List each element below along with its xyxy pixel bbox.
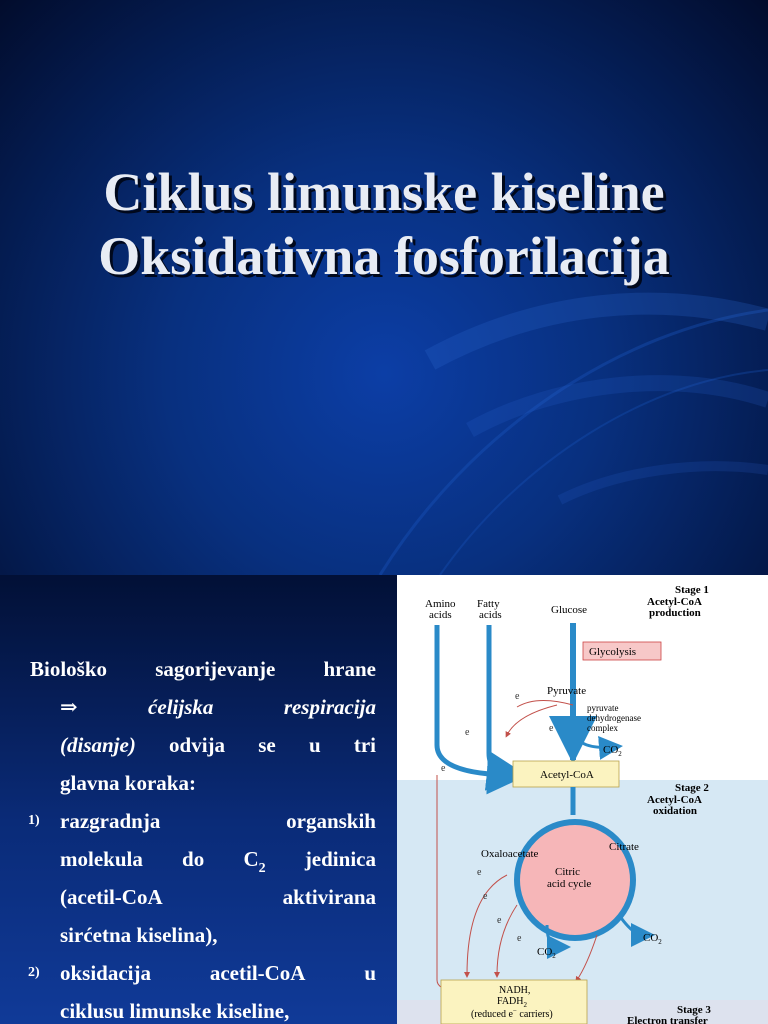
co2-label-left: $CO_2$	[537, 946, 556, 960]
electron-path	[517, 700, 573, 707]
word: oksidacija	[60, 961, 152, 985]
text-line	[30, 992, 376, 1024]
stage1-label: Stage 1	[675, 584, 709, 596]
word: jedinica	[304, 847, 376, 871]
carriers-label: $FADH_2$	[497, 996, 527, 1009]
electron-label: e	[477, 867, 482, 878]
word: aktivirana	[282, 885, 376, 909]
word: respiracija	[283, 695, 376, 719]
word: se	[258, 733, 276, 757]
c2-formula: $C_2$	[243, 847, 266, 876]
electron-label: e	[441, 763, 446, 774]
list-number: 2)	[28, 965, 40, 980]
electron-label: e	[483, 891, 488, 902]
citrate-label: Citrate	[609, 841, 639, 853]
metabolism-figure	[397, 575, 768, 1024]
word: (acetil-CoA	[60, 885, 163, 909]
electron-label: e	[515, 691, 520, 702]
word: ciklusu limunske kiseline,	[60, 999, 290, 1023]
word: glavna koraka:	[60, 771, 196, 795]
word: molekula	[60, 847, 143, 871]
pdh-label: pyruvate	[587, 703, 619, 713]
text-line	[30, 726, 376, 764]
electron-label: e	[497, 915, 502, 926]
figure-diagram	[397, 575, 768, 1024]
stage3-label: Stage 3	[677, 1004, 711, 1016]
word: u	[308, 733, 321, 757]
amino-acids-label: Amino	[425, 598, 456, 610]
cycle-label: Citric	[555, 866, 581, 878]
text-line	[30, 650, 376, 688]
word: Biološko	[30, 657, 108, 681]
list-number: 1)	[28, 813, 40, 828]
amino-arrow	[437, 625, 507, 775]
fatty-acids-label: acids	[479, 609, 502, 621]
slide-title	[0, 160, 768, 288]
amino-acids-label: acids	[429, 609, 452, 621]
word: (disanje)	[60, 733, 136, 757]
fatty-acids-label: Fatty	[477, 598, 500, 610]
text-line	[30, 764, 376, 802]
acetyl-coa-label: Acetyl-CoA	[540, 769, 594, 781]
pyruvate-label: Pyruvate	[547, 685, 587, 697]
text-line	[30, 878, 376, 916]
word: hrane	[323, 657, 376, 681]
word: ćelijska	[148, 695, 214, 719]
carriers-label: NADH,	[499, 985, 531, 996]
glucose-label: Glucose	[551, 604, 588, 616]
text-line	[30, 840, 376, 878]
word: u	[364, 961, 376, 985]
pdh-label: dehydrogenase	[587, 713, 641, 723]
title-line-1: Ciklus limunske kiseline	[103, 162, 665, 222]
stage1-label: Acetyl-CoA	[647, 596, 702, 608]
content-slide	[0, 575, 768, 1024]
electron-label: e	[549, 723, 554, 734]
text-line	[30, 688, 376, 726]
list-item-1	[30, 802, 376, 954]
stage2-label: Acetyl-CoA	[647, 794, 702, 806]
stage2-label: Stage 2	[675, 782, 709, 794]
word: sagorijevanje	[155, 657, 276, 681]
word: acetil-CoA	[209, 961, 306, 985]
fatty-arrow	[489, 625, 507, 773]
electron-label: e	[465, 727, 470, 738]
word: do	[182, 847, 205, 871]
word: razgradnja	[60, 809, 161, 833]
body-text	[30, 650, 376, 1024]
word: tri	[353, 733, 376, 757]
text-line	[30, 954, 376, 992]
carriers-label: (reduced e− carriers)	[471, 1007, 553, 1020]
pdh-label: complex	[587, 723, 618, 733]
title-line-2: Oksidativna fosforilacija	[98, 226, 670, 286]
electron-label: e	[517, 933, 522, 944]
stage3-label: Electron transfer	[627, 1015, 708, 1024]
word: organskih	[286, 809, 376, 833]
text-line	[30, 802, 376, 840]
oxaloacetate-label: Oxaloacetate	[481, 848, 539, 860]
text-line	[30, 916, 376, 954]
stage2-label: oxidation	[653, 805, 698, 817]
word: odvija	[169, 733, 226, 757]
glycolysis-label: Glycolysis	[589, 646, 637, 658]
word: sirćetna kiselina),	[60, 923, 218, 947]
implies-arrow: ⇒	[60, 695, 78, 719]
cycle-label: acid cycle	[547, 878, 592, 890]
co2-label-right: $CO_2$	[643, 932, 662, 946]
co2-label: $CO_2$	[603, 744, 622, 758]
stage1-label: production	[649, 607, 701, 619]
list-item-2	[30, 954, 376, 1024]
